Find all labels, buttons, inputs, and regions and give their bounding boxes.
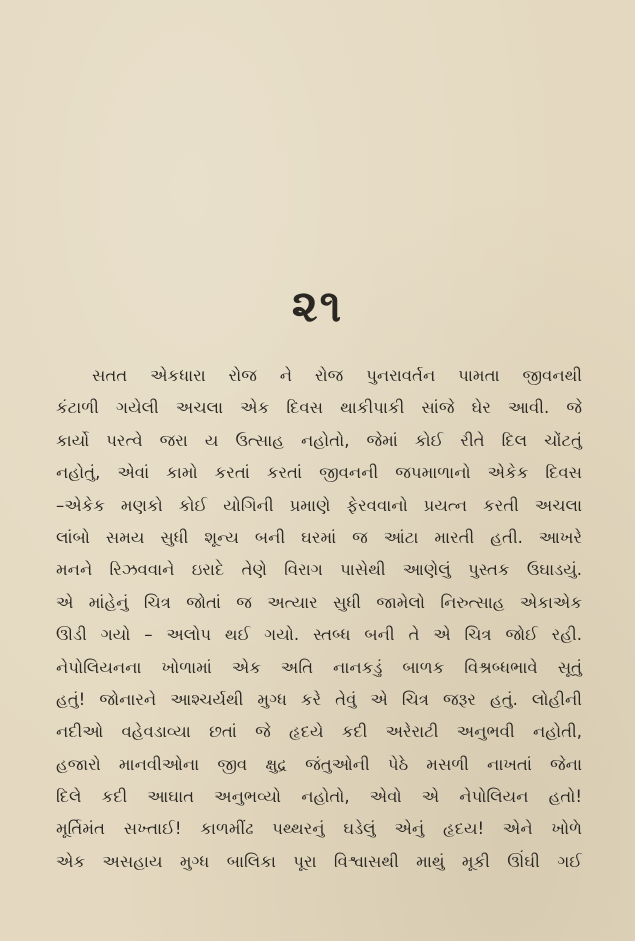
text-line: દિલે કદી આઘાત અનુભવ્યો નહોતો, એવો એ નેપોલિયન હતો! [56, 787, 582, 807]
text-line: લાંબો સમય સુધી શૂન્ય બની ઘરમાં જ આંટા મારતી હતી. આખરે [56, 527, 582, 547]
text-line: –એકેક મણકો કોઈ યોગિની પ્રમાણે ફેરવવાનો પ્રયત્ન કરતી અચલા [56, 495, 582, 515]
text-line: મૂર્તિમંત સખ્તાઈ! કાળમીંઢ પથ્થરનું ઘડેલું એનું હૃદય! એને ખોળે [56, 819, 582, 839]
text-line: એ માંહેનું ચિત્ર જોતાં જ અત્યાર સુધી જામેલો નિરુત્સાહ એકાએક [56, 592, 582, 612]
text-line: ઊડી ગયો – અલોપ થઈ ગયો. સ્તબ્ધ બની તે એ ચિત્ર જોઈ રહી. [56, 625, 582, 645]
chapter-body-text [56, 360, 582, 878]
text-line: મનને રિઝવવાને ઇરાદે તેણે વિરાગ પાસેથી આણેલું પુસ્તક ઉઘાડયું. [56, 560, 582, 580]
text-line: કંટાળી ગયેલી અચલા એક દિવસ થાકીપાકી સાંજે ઘેર આવી. જે [56, 398, 582, 418]
text-line: નહોતું, એવાં કામો કરતાં કરતાં જીવનની જપમાળાનો એકેક દિવસ [56, 463, 582, 483]
text-line: કાર્યો પરત્વે જરા ય ઉત્સાહ નહોતો, જેમાં કોઈ રીતે દિલ ચોંટતું [56, 430, 582, 450]
text-line: એક અસહાય મુગ્ધ બાલિકા પૂરા વિશ્વાસથી માથું મૂકી ઊંઘી ગઈ [56, 851, 582, 871]
text-line: સતત એકધારા રોજ ને રોજ પુનરાવર્તન પામતા જીવનથી [92, 366, 582, 385]
chapter-number: ૨૧ [291, 281, 344, 332]
text-line: નદીઓ વહેવડાવ્યા છતાં જે હૃદયે કદી અરેરાટી અનુભવી નહોતી, [56, 722, 582, 742]
text-line: હતું! જોનારને આશ્ચર્યથી મુગ્ધ કરે તેવું એ ચિત્ર જરૂર હતું. લોહીની [56, 689, 582, 709]
text-line: હજારો માનવીઓના જીવ ક્ષુદ્ર જંતુઓની પેઠે મસળી નાખતાં જેના [56, 754, 582, 774]
text-line: નેપોલિયનના ખોળામાં એક અતિ નાનકડું બાળક વિશ્રબ્ધભાવે સૂતું [56, 657, 582, 677]
